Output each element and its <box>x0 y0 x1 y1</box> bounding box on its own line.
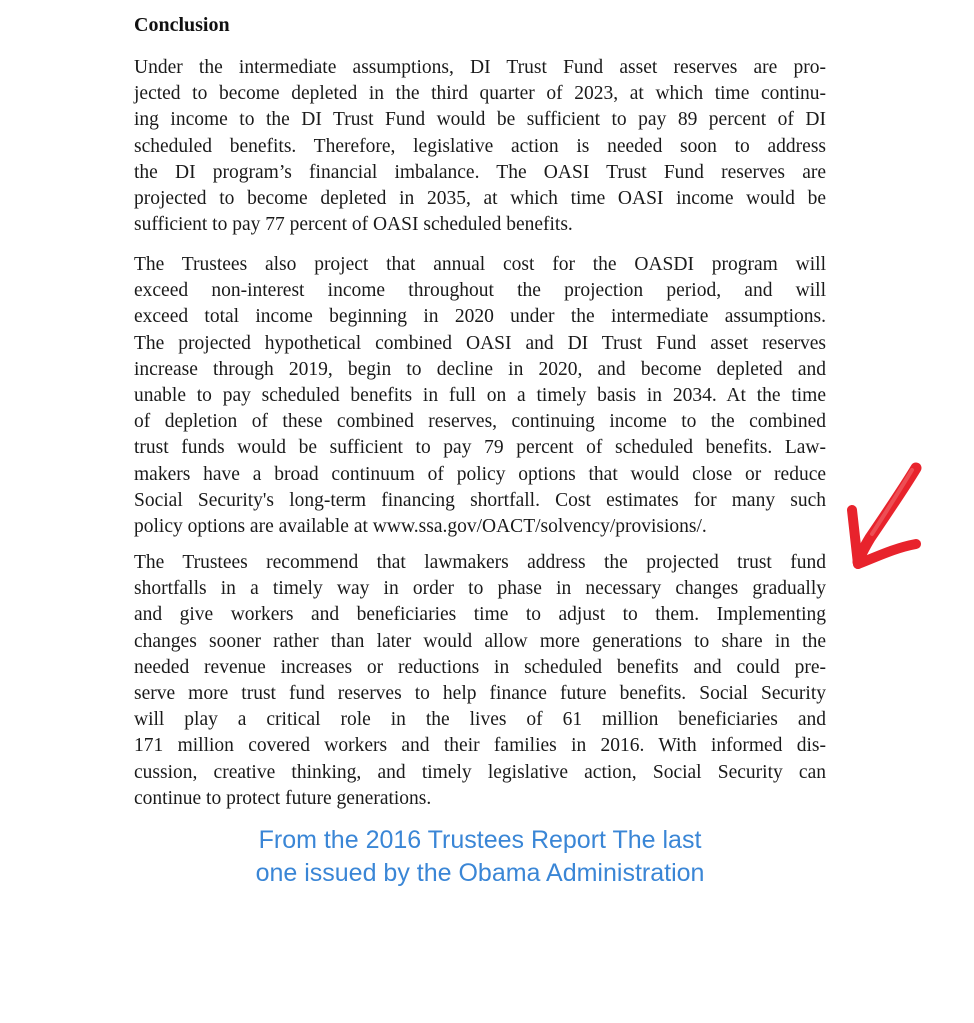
paragraph-line: makers have a broad continuum of policy options that would close or reduce <box>134 463 826 485</box>
paragraph-trustees-recommendation <box>134 550 826 812</box>
paragraph-line: of depletion of these combined reserves, continuing income to the combined <box>134 411 826 433</box>
paragraph-line: the DI program’s financial imbalance. The OASI Trust Fund reserves are <box>134 161 826 183</box>
paragraph-line: unable to pay scheduled benefits in full on a timely basis in 2034. At the time <box>134 384 826 406</box>
paragraph-line: policy options are available at www.ssa.gov/OACT/solvency/provisions/. <box>134 515 707 537</box>
paragraph-line: scheduled benefits. Therefore, legislative action is needed soon to address <box>134 135 826 157</box>
caption-line: From the 2016 Trustees Report The last <box>258 826 702 854</box>
paragraph-line: jected to become depleted in the third quarter of 2023, at which time continu- <box>134 83 826 105</box>
paragraph-line: exceed non-interest income throughout the projection period, and will <box>134 280 826 302</box>
paragraph-line: exceed total income beginning in 2020 under the intermediate assumptions. <box>134 306 826 328</box>
paragraph-line: The Trustees also project that annual cost for the OASDI program will <box>134 254 826 275</box>
annotation-caption <box>160 824 800 890</box>
paragraph-oasdi-projection <box>134 252 826 540</box>
paragraph-di-trust-fund <box>134 55 826 238</box>
paragraph-line: increase through 2019, begin to decline in 2020, and become depleted and <box>134 358 826 380</box>
paragraph-line: Under the intermediate assumptions, DI Trust Fund asset reserves are pro- <box>134 57 826 78</box>
paragraph-line: The Trustees recommend that lawmakers address the projected trust fund <box>134 552 826 573</box>
paragraph-line: cussion, creative thinking, and timely legislative action, Social Security can <box>134 761 826 783</box>
paragraph-line: ing income to the DI Trust Fund would be sufficient to pay 89 percent of DI <box>134 109 826 131</box>
paragraph-line: will play a critical role in the lives of 61 million beneficiaries and <box>134 709 826 731</box>
paragraph-line: The projected hypothetical combined OASI and DI Trust Fund asset reserves <box>134 332 826 354</box>
section-heading: Conclusion <box>134 14 230 36</box>
paragraph-line: Social Security's long-term financing shortfall. Cost estimates for many such <box>134 489 826 511</box>
paragraph-line: needed revenue increases or reductions in scheduled benefits and could pre- <box>134 656 826 678</box>
paragraph-line: trust funds would be sufficient to pay 79 percent of scheduled benefits. Law- <box>134 437 826 459</box>
caption-line: one issued by the Obama Administration <box>255 859 705 887</box>
hand-drawn-arrow-icon <box>842 458 932 578</box>
paragraph-line: and give workers and beneficiaries time to adjust to them. Implementing <box>134 604 826 626</box>
paragraph-line: 171 million covered workers and their families in 2016. With informed dis- <box>134 735 826 757</box>
paragraph-line: continue to protect future generations. <box>134 787 432 809</box>
paragraph-line: changes sooner rather than later would allow more generations to share in the <box>134 630 826 652</box>
paragraph-line: projected to become depleted in 2035, at which time OASI income would be <box>134 187 826 209</box>
paragraph-line: serve more trust fund reserves to help finance future benefits. Social Security <box>134 682 826 704</box>
paragraph-line: shortfalls in a timely way in order to phase in necessary changes gradually <box>134 578 826 600</box>
paragraph-line: sufficient to pay 77 percent of OASI scheduled benefits. <box>134 214 573 236</box>
